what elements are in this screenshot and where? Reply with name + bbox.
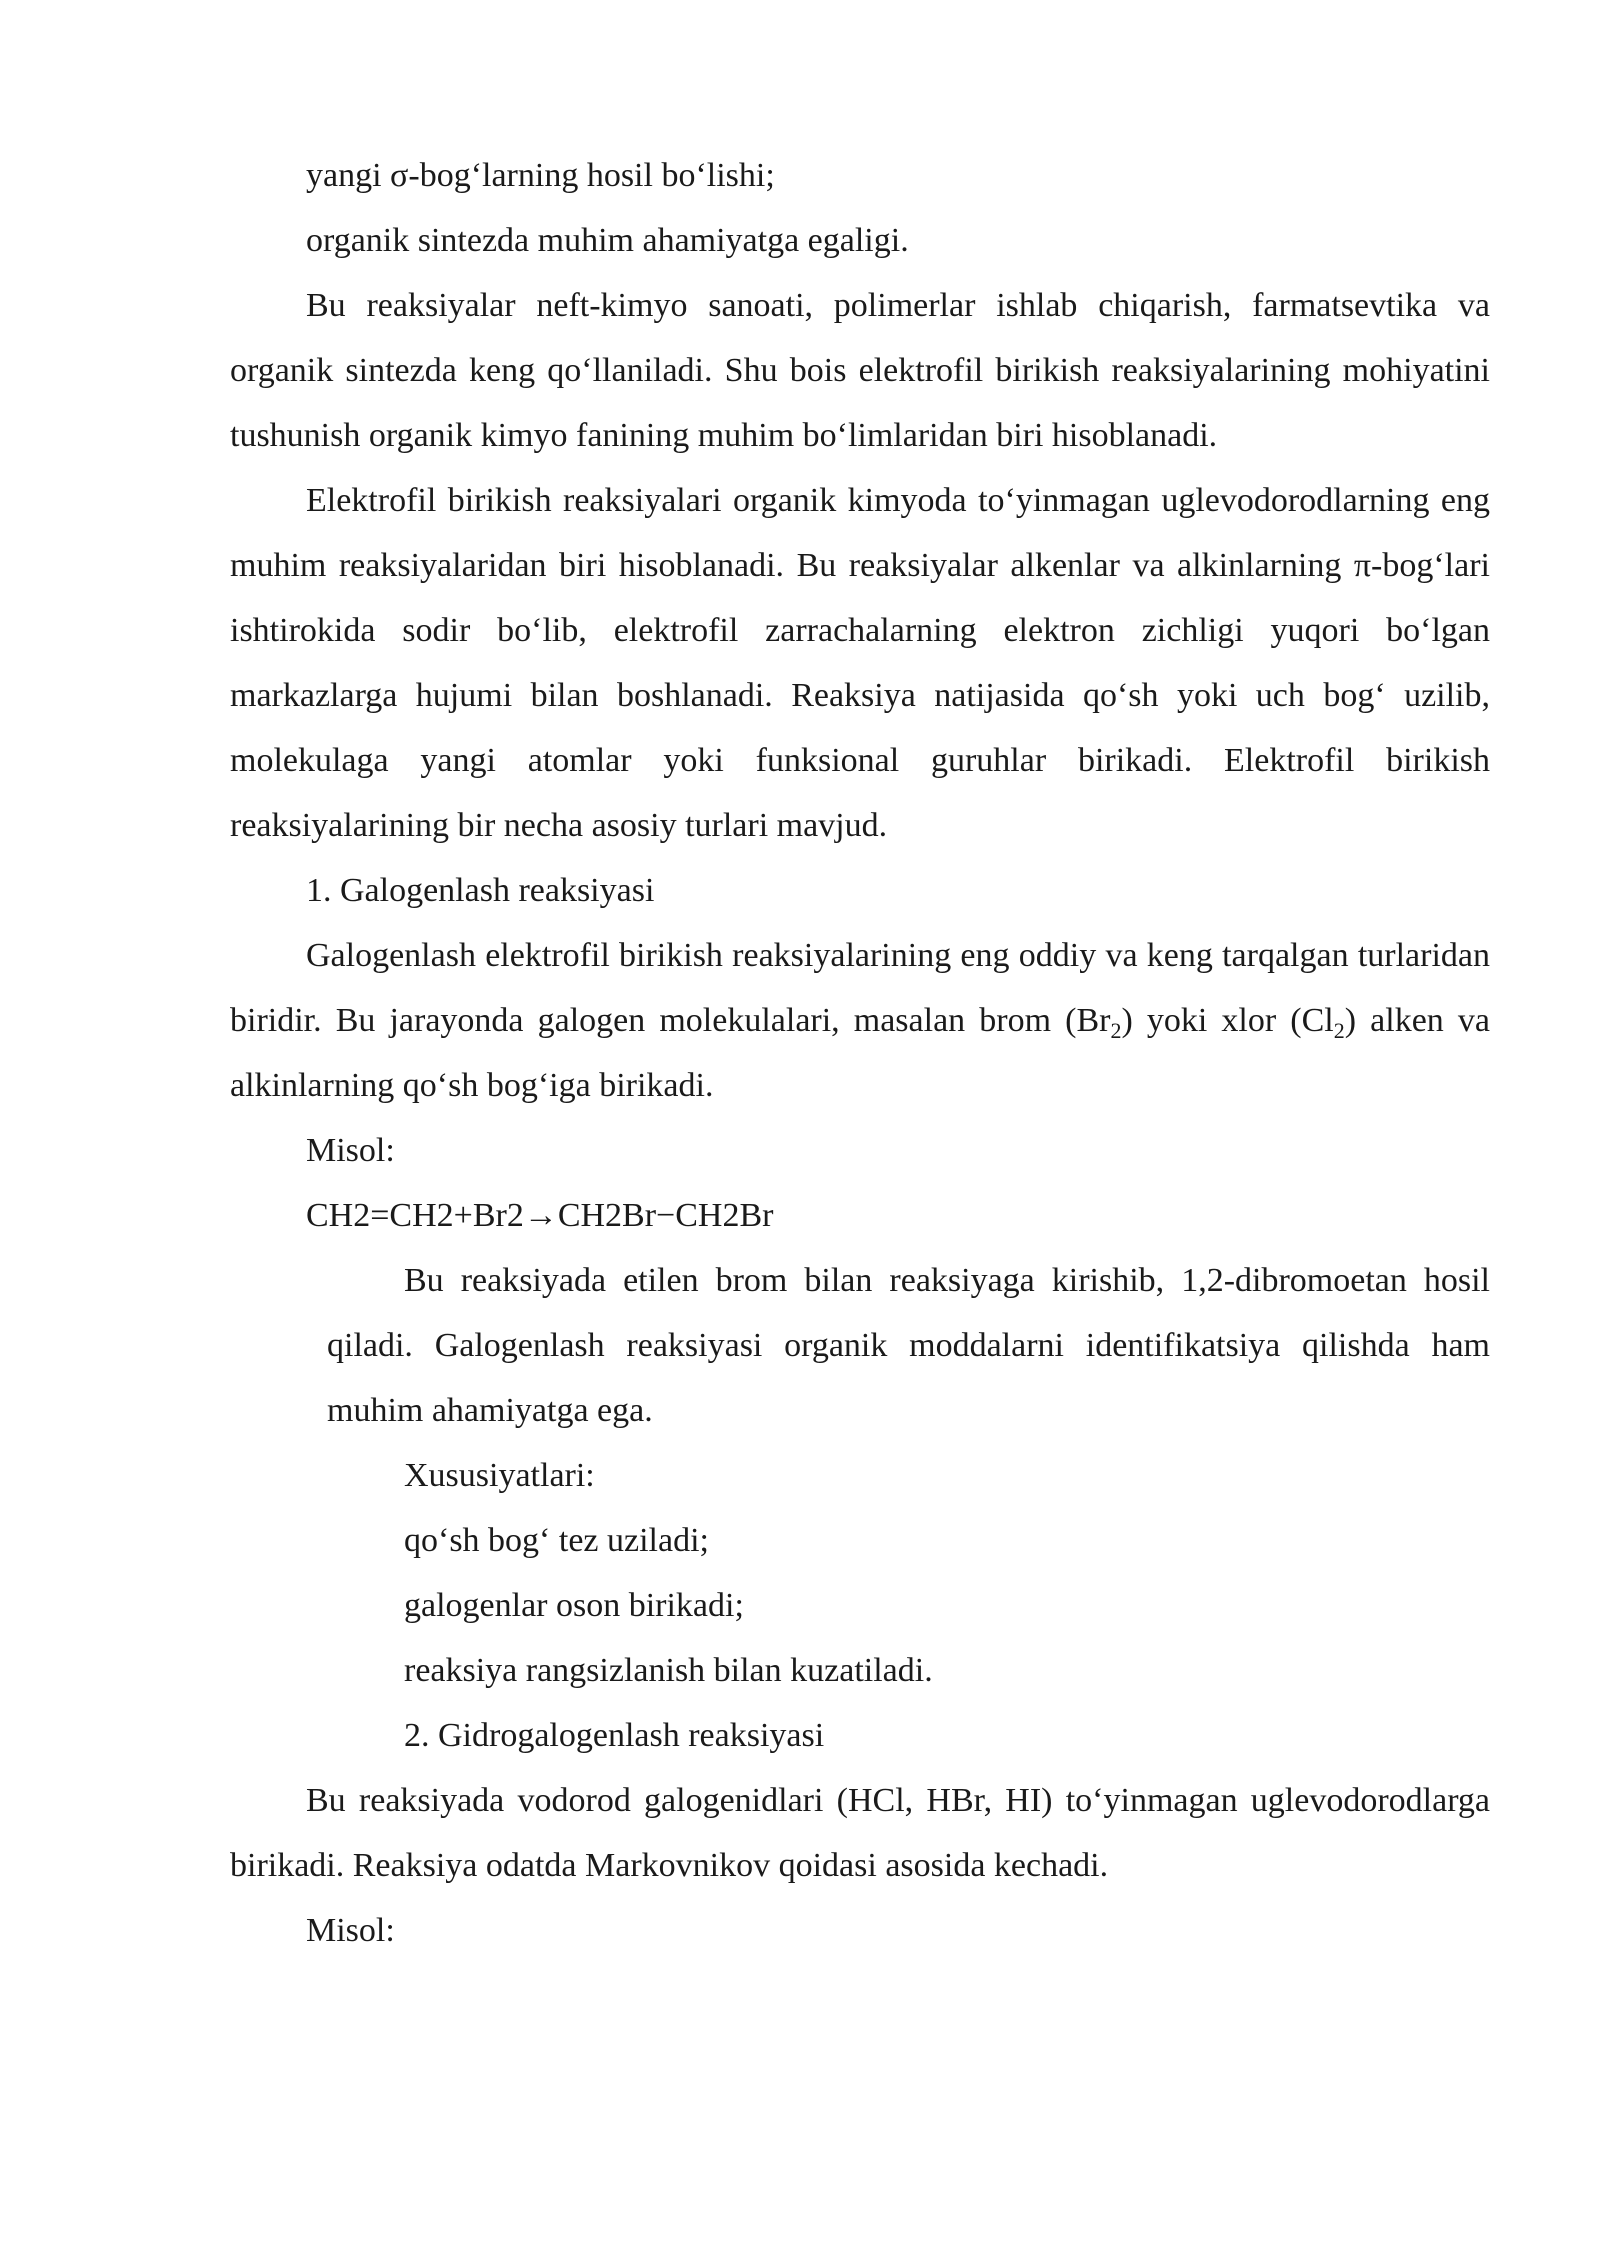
feature-item: galogenlar oson birikadi; bbox=[404, 1587, 744, 1624]
paragraph-text: ) yoki xlor (Cl bbox=[1121, 1002, 1334, 1039]
feature-item: qo‘sh bog‘ tez uziladi; bbox=[404, 1522, 709, 1559]
feature-item: reaksiya rangsizlanish bilan kuzatiladi. bbox=[404, 1652, 933, 1689]
example-label: Misol: bbox=[306, 1912, 395, 1949]
subscript: 2 bbox=[1333, 1018, 1345, 1043]
paragraph: Elektrofil birikish reaksiyalari organik kimyoda to‘yinmagan uglevodorodlarning eng muhim reaksiyalaridan biri hisoblanadi. Bu reaksiyalar alkenlar va alkinlarning π-bog‘lari ishtirokida sodir bo‘lib, elektrofil zarrachalarning elektron zichligi yuqori bo‘lgan markazlarga hujumi bilan boshlanadi. Reaksiya natijasida qo‘sh yoki uch bog‘ uzilib, molekulaga yangi atomlar yoki funksional guruhlar birikadi. Elektrofil birikish reaksiyalarining bir necha asosiy turlari mavjud. bbox=[230, 482, 1490, 844]
section-heading: 2. Gidrogalogenlash reaksiyasi bbox=[404, 1717, 825, 1754]
paragraph: Bu reaksiyada vodorod galogenidlari (HCl, HBr, HI) to‘yinmagan uglevodorodlarga birikadi. Reaksiya odatda Markovnikov qoidasi asosida kechadi. bbox=[230, 1782, 1490, 1884]
chemical-equation: CH2=CH2+Br2→CH2Br−CH2Br bbox=[306, 1197, 774, 1234]
paragraph: Bu reaksiyada etilen brom bilan reaksiyaga kirishib, 1,2-dibromoetan hosil qiladi. Galogenlash reaksiyasi organik moddalarni identifikatsiya qilishda ham muhim ahamiyatga ega. bbox=[327, 1262, 1490, 1429]
features-label: Xususiyatlari: bbox=[404, 1457, 595, 1494]
paragraph: Bu reaksiyalar neft-kimyo sanoati, polimerlar ishlab chiqarish, farmatsevtika va organik sintezda keng qo‘llaniladi. Shu bois elektrofil birikish reaksiyalarining mohiyatini tushunish organik kimyo fanining muhim bo‘limlaridan biri hisoblanadi. bbox=[230, 287, 1490, 454]
paragraph-text: Galogenlash elektrofil birikish reaksiyalarining eng oddiy va keng tarqalgan turlaridan biridir. Bu jarayonda galogen molekulalari, masalan brom (Br bbox=[230, 937, 1490, 1039]
paragraph-text: ) alken va alkinlarning qo‘sh bog‘iga birikadi. bbox=[230, 1002, 1490, 1104]
text-line: yangi σ-bog‘larning hosil bo‘lishi; bbox=[306, 157, 775, 194]
paragraph bbox=[230, 923, 1490, 1118]
example-label: Misol: bbox=[306, 1132, 395, 1169]
page-content bbox=[230, 143, 1490, 1963]
text-line: organik sintezda muhim ahamiyatga egaligi. bbox=[306, 222, 909, 259]
section-heading: 1. Galogenlash reaksiyasi bbox=[306, 872, 655, 909]
subscript: 2 bbox=[1110, 1018, 1122, 1043]
